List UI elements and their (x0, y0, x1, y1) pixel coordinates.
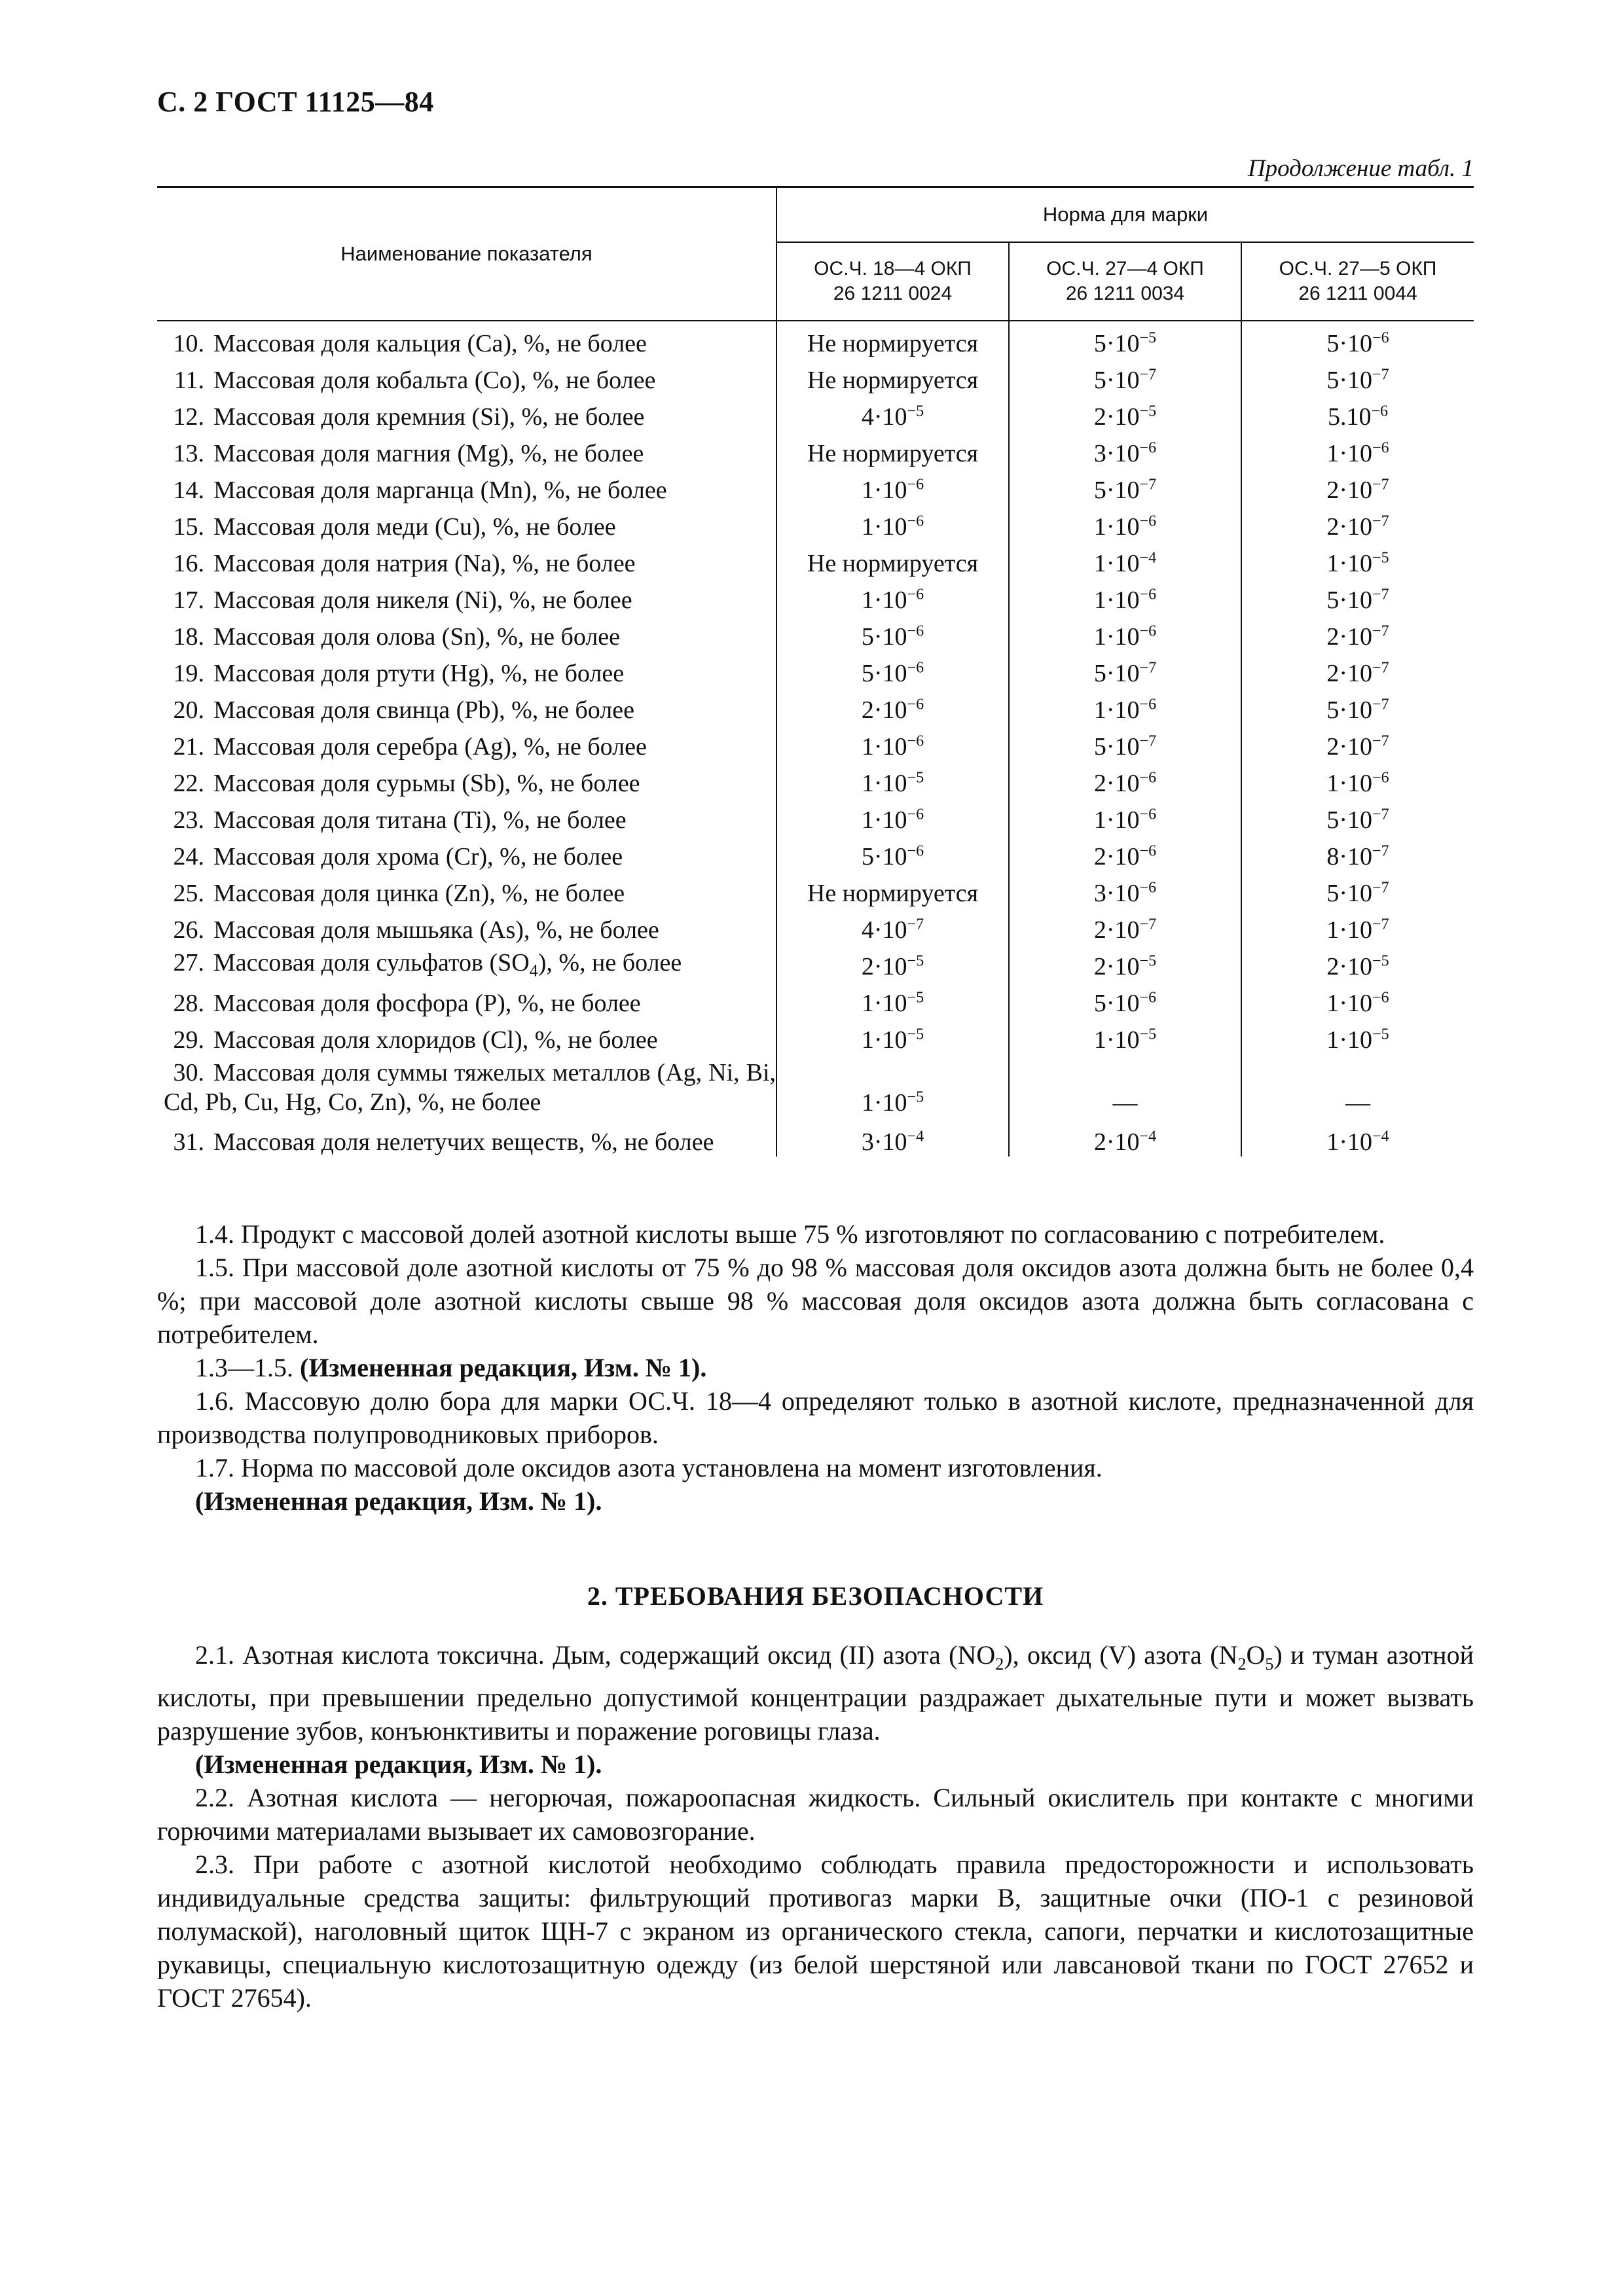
header-grade-group: Норма для марки (776, 187, 1474, 243)
row-number: 27. (173, 949, 204, 977)
norm-value-grade-2: $3\cdot 10^{-6}$ (1009, 871, 1241, 908)
table-row (157, 834, 1474, 871)
table-row (157, 1054, 1474, 1120)
indicator-name-cell (157, 578, 776, 615)
table-row (157, 321, 1474, 358)
row-number: 22. (173, 770, 204, 797)
norm-value-grade-2: $1\cdot 10^{-5}$ (1009, 1018, 1241, 1054)
indicator-name: Массовая доля сурьмы (Sb), %, не более (213, 770, 640, 797)
table-row (157, 871, 1474, 908)
indicator-name-cell (157, 944, 776, 981)
norm-value-grade-3: $2\cdot 10^{-7}$ (1241, 725, 1474, 761)
indicator-name-cell (157, 615, 776, 651)
safety-text (157, 1638, 1474, 2015)
norm-value-grade-1: $2\cdot 10^{-5}$ (776, 944, 1009, 981)
norm-value-grade-3: $2\cdot 10^{-7}$ (1241, 468, 1474, 505)
row-number: 11. (173, 367, 204, 394)
indicator-name: Массовая доля нелетучих веществ, %, не более (213, 1128, 714, 1156)
paragraph-2-3: 2.3. При работе с азотной кислотой необходимо соблюдать правила предосторожности и использовать индивидуальные средства защиты: фильтрующий противогаз марки В, защитные очки (ПО-1 с резиновой полумаской), наголовный щиток ЩН-7 с экраном из органического стекла, сапоги, перчатки и кислотозащитные рукавицы, специальную кислотозащитную одежду (из белой шерстяной или лавсановой ткани по ГОСТ 27652 и ГОСТ 27654). (157, 1850, 1474, 2013)
row-number: 21. (173, 733, 204, 761)
indicator-name-cell (157, 651, 776, 688)
indicator-name-cell (157, 725, 776, 761)
table-row (157, 541, 1474, 578)
row-number: 26. (173, 916, 204, 944)
indicator-name: Массовая доля натрия (Na), %, не более (213, 550, 636, 577)
norm-value-grade-2: $2\cdot 10^{-5}$ (1009, 944, 1241, 981)
row-number: 29. (173, 1026, 204, 1054)
norm-value-grade-1: Не нормируется (776, 871, 1009, 908)
indicator-name-cell (157, 1054, 776, 1120)
indicator-name: Массовая доля хрома (Cr), %, не более (213, 843, 623, 870)
norm-value-grade-3: $1\cdot 10^{-4}$ (1241, 1120, 1474, 1157)
table-row (157, 761, 1474, 798)
row-number: 25. (173, 880, 204, 907)
table-row (157, 981, 1474, 1018)
norm-value-grade-1: $1\cdot 10^{-6}$ (776, 578, 1009, 615)
table-row (157, 615, 1474, 651)
paragraph-1-6: 1.6. Массовую долю бора для марки ОС.Ч. 18—4 определяют только в азотной кислоте, предназначенной для производства полупроводниковых приборов. (157, 1386, 1474, 1449)
norm-value-grade-2: $5\cdot 10^{-7}$ (1009, 468, 1241, 505)
indicator-name-cell (157, 468, 776, 505)
indicator-name-cell (157, 688, 776, 725)
indicator-name-cell (157, 541, 776, 578)
norm-value-grade-3: $2\cdot 10^{-7}$ (1241, 615, 1474, 651)
norm-value-grade-3: $5\cdot 10^{-6}$ (1241, 321, 1474, 358)
indicator-name: Массовая доля титана (Ti), %, не более (213, 806, 627, 834)
table-row (157, 798, 1474, 834)
table-row (157, 468, 1474, 505)
table-row (157, 725, 1474, 761)
paragraph-1-7: 1.7. Норма по массовой доле оксидов азота установлена на момент изготовления. (195, 1453, 1103, 1482)
norm-value-grade-2: $5\cdot 10^{-7}$ (1009, 725, 1241, 761)
table-row (157, 688, 1474, 725)
paragraph-1-5: 1.5. При массовой доле азотной кислоты от 75 % до 98 % массовая доля оксидов азота должна быть не более 0,4 %; при массовой доле азотной кислоты свыше 98 % массовая доля оксидов азота должна быть согласована с потребителем. (157, 1253, 1474, 1349)
norm-value-grade-3: $1\cdot 10^{-6}$ (1241, 981, 1474, 1018)
indicator-name-cell (157, 358, 776, 395)
norm-value-grade-3: $5.10^{-6}$ (1241, 395, 1474, 431)
norm-value-grade-3: $2\cdot 10^{-5}$ (1241, 944, 1474, 981)
norm-value-grade-2: $2\cdot 10^{-7}$ (1009, 908, 1241, 944)
norm-value-grade-1: Не нормируется (776, 321, 1009, 358)
indicator-name: Массовая доля суммы тяжелых металлов (Ag, Ni, Bi, Cd, Pb, Cu, Hg, Co, Zn), %, не более (164, 1059, 776, 1116)
indicator-name: Массовая доля ртути (Hg), %, не более (213, 660, 625, 687)
indicator-name-cell (157, 908, 776, 944)
norm-value-grade-2: — (1009, 1054, 1241, 1120)
norm-value-grade-1: $4\cdot 10^{-5}$ (776, 395, 1009, 431)
table-row (157, 578, 1474, 615)
norm-value-grade-3: $1\cdot 10^{-6}$ (1241, 431, 1474, 468)
indicator-name-cell (157, 505, 776, 541)
norm-value-grade-1: $1\cdot 10^{-5}$ (776, 1054, 1009, 1120)
table-row (157, 358, 1474, 395)
indicator-name-cell (157, 1018, 776, 1054)
norm-value-grade-3: $5\cdot 10^{-7}$ (1241, 871, 1474, 908)
row-number: 12. (173, 403, 204, 431)
norm-value-grade-1: $1\cdot 10^{-6}$ (776, 798, 1009, 834)
indicator-name: Массовая доля цинка (Zn), %, не более (213, 880, 625, 907)
row-number: 24. (173, 843, 204, 870)
row-number: 31. (173, 1128, 204, 1156)
norm-value-grade-2: $1\cdot 10^{-6}$ (1009, 578, 1241, 615)
indicator-name: Массовая доля никеля (Ni), %, не более (213, 586, 632, 614)
header-grade-3: ОС.Ч. 27—5 ОКП 26 1211 0044 (1241, 242, 1474, 321)
norm-value-grade-2: $5\cdot 10^{-7}$ (1009, 358, 1241, 395)
norm-value-grade-1: $1\cdot 10^{-6}$ (776, 468, 1009, 505)
indicator-name: Массовая доля сульфатов $(SO_4)$, %, не более (213, 949, 682, 980)
indicator-name: Массовая доля кобальта (Co), %, не более (213, 367, 656, 394)
indicator-name: Массовая доля марганца (Mn), %, не более (213, 476, 667, 504)
indicator-name: Массовая доля хлоридов (Cl), %, не более (213, 1026, 658, 1054)
norm-value-grade-1: Не нормируется (776, 431, 1009, 468)
norm-value-grade-2: $2\cdot 10^{-6}$ (1009, 761, 1241, 798)
indicator-name-cell (157, 981, 776, 1018)
norm-value-grade-2: $2\cdot 10^{-5}$ (1009, 395, 1241, 431)
norm-value-grade-2: $5\cdot 10^{-6}$ (1009, 981, 1241, 1018)
norm-value-grade-3: $1\cdot 10^{-5}$ (1241, 541, 1474, 578)
indicator-name: Массовая доля фосфора (P), %, не более (213, 990, 641, 1017)
section-2-title: 2. ТРЕБОВАНИЯ БЕЗОПАСНОСТИ (587, 1581, 1044, 1611)
norm-value-grade-1: $1\cdot 10^{-6}$ (776, 725, 1009, 761)
indicator-name-cell (157, 395, 776, 431)
paragraph-1-4: 1.4. Продукт с массовой долей азотной кислоты выше 75 % изготовляют по согласованию с потребителем. (195, 1219, 1385, 1249)
paragraph-1-7-note: (Измененная редакция, Изм. № 1). (195, 1486, 602, 1516)
norm-value-grade-1: $2\cdot 10^{-6}$ (776, 688, 1009, 725)
norm-value-grade-3: $8\cdot 10^{-7}$ (1241, 834, 1474, 871)
norm-value-grade-2: $1\cdot 10^{-6}$ (1009, 798, 1241, 834)
norm-value-grade-1: $1\cdot 10^{-5}$ (776, 1018, 1009, 1054)
table-row (157, 505, 1474, 541)
header-grade-1: ОС.Ч. 18—4 ОКП 26 1211 0024 (776, 242, 1009, 321)
indicator-name: Массовая доля кальция (Ca), %, не более (213, 330, 647, 357)
norms-table (157, 186, 1474, 1157)
indicator-name-cell (157, 761, 776, 798)
norm-value-grade-2: $5\cdot 10^{-5}$ (1009, 321, 1241, 358)
norm-value-grade-1: $1\cdot 10^{-6}$ (776, 505, 1009, 541)
row-number: 30. (173, 1059, 204, 1086)
indicator-name: Массовая доля меди (Cu), %, не более (213, 513, 616, 541)
norm-value-grade-3: $1\cdot 10^{-5}$ (1241, 1018, 1474, 1054)
norm-value-grade-2: $2\cdot 10^{-6}$ (1009, 834, 1241, 871)
norm-value-grade-3: — (1241, 1054, 1474, 1120)
header-grade-2: ОС.Ч. 27—4 ОКП 26 1211 0034 (1009, 242, 1241, 321)
norm-value-grade-1: $3\cdot 10^{-4}$ (776, 1120, 1009, 1157)
indicator-name-cell (157, 1120, 776, 1157)
page-header: С. 2 ГОСТ 11125—84 (157, 86, 434, 118)
indicator-name: Массовая доля магния (Mg), %, не более (213, 440, 644, 467)
indicator-name: Массовая доля мышьяка (As), %, не более (213, 916, 659, 944)
indicator-name: Массовая доля свинца (Pb), %, не более (213, 696, 634, 724)
table-row (157, 1018, 1474, 1054)
norm-value-grade-3: $2\cdot 10^{-7}$ (1241, 505, 1474, 541)
norm-value-grade-1: $4\cdot 10^{-7}$ (776, 908, 1009, 944)
row-number: 13. (173, 440, 204, 467)
norm-value-grade-3: $5\cdot 10^{-7}$ (1241, 358, 1474, 395)
row-number: 10. (173, 330, 204, 357)
norm-value-grade-3: $5\cdot 10^{-7}$ (1241, 798, 1474, 834)
indicator-name: Массовая доля кремния (Si), %, не более (213, 403, 645, 431)
norm-value-grade-2: $1\cdot 10^{-6}$ (1009, 505, 1241, 541)
indicator-name-cell (157, 798, 776, 834)
paragraph-2-1-note: (Измененная редакция, Изм. № 1). (195, 1749, 602, 1779)
row-number: 23. (173, 806, 204, 834)
norm-value-grade-1: $5\cdot 10^{-6}$ (776, 834, 1009, 871)
norm-value-grade-1: $1\cdot 10^{-5}$ (776, 761, 1009, 798)
norm-value-grade-2: $1\cdot 10^{-4}$ (1009, 541, 1241, 578)
norm-value-grade-3: $5\cdot 10^{-7}$ (1241, 688, 1474, 725)
norm-value-grade-2: $3\cdot 10^{-6}$ (1009, 431, 1241, 468)
norm-value-grade-1: Не нормируется (776, 358, 1009, 395)
table-row (157, 1120, 1474, 1157)
indicator-name-cell (157, 321, 776, 358)
table-continuation-label: Продолжение табл. 1 (1247, 155, 1474, 182)
row-number: 17. (173, 586, 204, 614)
norm-value-grade-3: $1\cdot 10^{-6}$ (1241, 761, 1474, 798)
paragraph-1-3-1-5-note: 1.3—1.5. (Измененная редакция, Изм. № 1). (195, 1353, 707, 1382)
row-number: 28. (173, 990, 204, 1017)
table-row (157, 431, 1474, 468)
indicator-name-cell (157, 871, 776, 908)
norm-value-grade-2: $5\cdot 10^{-7}$ (1009, 651, 1241, 688)
row-number: 14. (173, 476, 204, 504)
norm-value-grade-1: Не нормируется (776, 541, 1009, 578)
indicator-name-cell (157, 834, 776, 871)
table-row (157, 395, 1474, 431)
norm-value-grade-3: $5\cdot 10^{-7}$ (1241, 578, 1474, 615)
row-number: 15. (173, 513, 204, 541)
indicator-name: Массовая доля олова (Sn), %, не более (213, 623, 621, 651)
row-number: 20. (173, 696, 204, 724)
paragraph-2-2: 2.2. Азотная кислота — негорючая, пожароопасная жидкость. Сильный окислитель при контакте с многими горючими материалами вызывает их самовозгорание. (157, 1783, 1474, 1846)
row-number: 16. (173, 550, 204, 577)
table-row (157, 651, 1474, 688)
row-number: 18. (173, 623, 204, 651)
table-row (157, 944, 1474, 981)
norm-value-grade-1: $5\cdot 10^{-6}$ (776, 615, 1009, 651)
norm-value-grade-3: $2\cdot 10^{-7}$ (1241, 651, 1474, 688)
norm-value-grade-3: $1\cdot 10^{-7}$ (1241, 908, 1474, 944)
header-indicator-name: Наименование показателя (157, 187, 776, 321)
row-number: 19. (173, 660, 204, 687)
norm-value-grade-1: $5\cdot 10^{-6}$ (776, 651, 1009, 688)
table-row (157, 908, 1474, 944)
indicator-name-cell (157, 431, 776, 468)
paragraph-2-1: 2.1. Азотная кислота токсична. Дым, содержащий оксид (II) азота $(NO_2)$, оксид (V) азота $(N_2O_5)$ и туман азотной кислоты, при превышении предельно допустимой концентрации раздражает дыхательные пути и может вызвать разрушение зубов, конъюнктивиты и поражение роговицы глаза. (157, 1640, 1474, 1746)
requirements-text (157, 1217, 1474, 1518)
norm-value-grade-2: $1\cdot 10^{-6}$ (1009, 688, 1241, 725)
indicator-name: Массовая доля серебра (Ag), %, не более (213, 733, 647, 761)
norm-value-grade-1: $1\cdot 10^{-5}$ (776, 981, 1009, 1018)
norm-value-grade-2: $2\cdot 10^{-4}$ (1009, 1120, 1241, 1157)
norm-value-grade-2: $1\cdot 10^{-6}$ (1009, 615, 1241, 651)
